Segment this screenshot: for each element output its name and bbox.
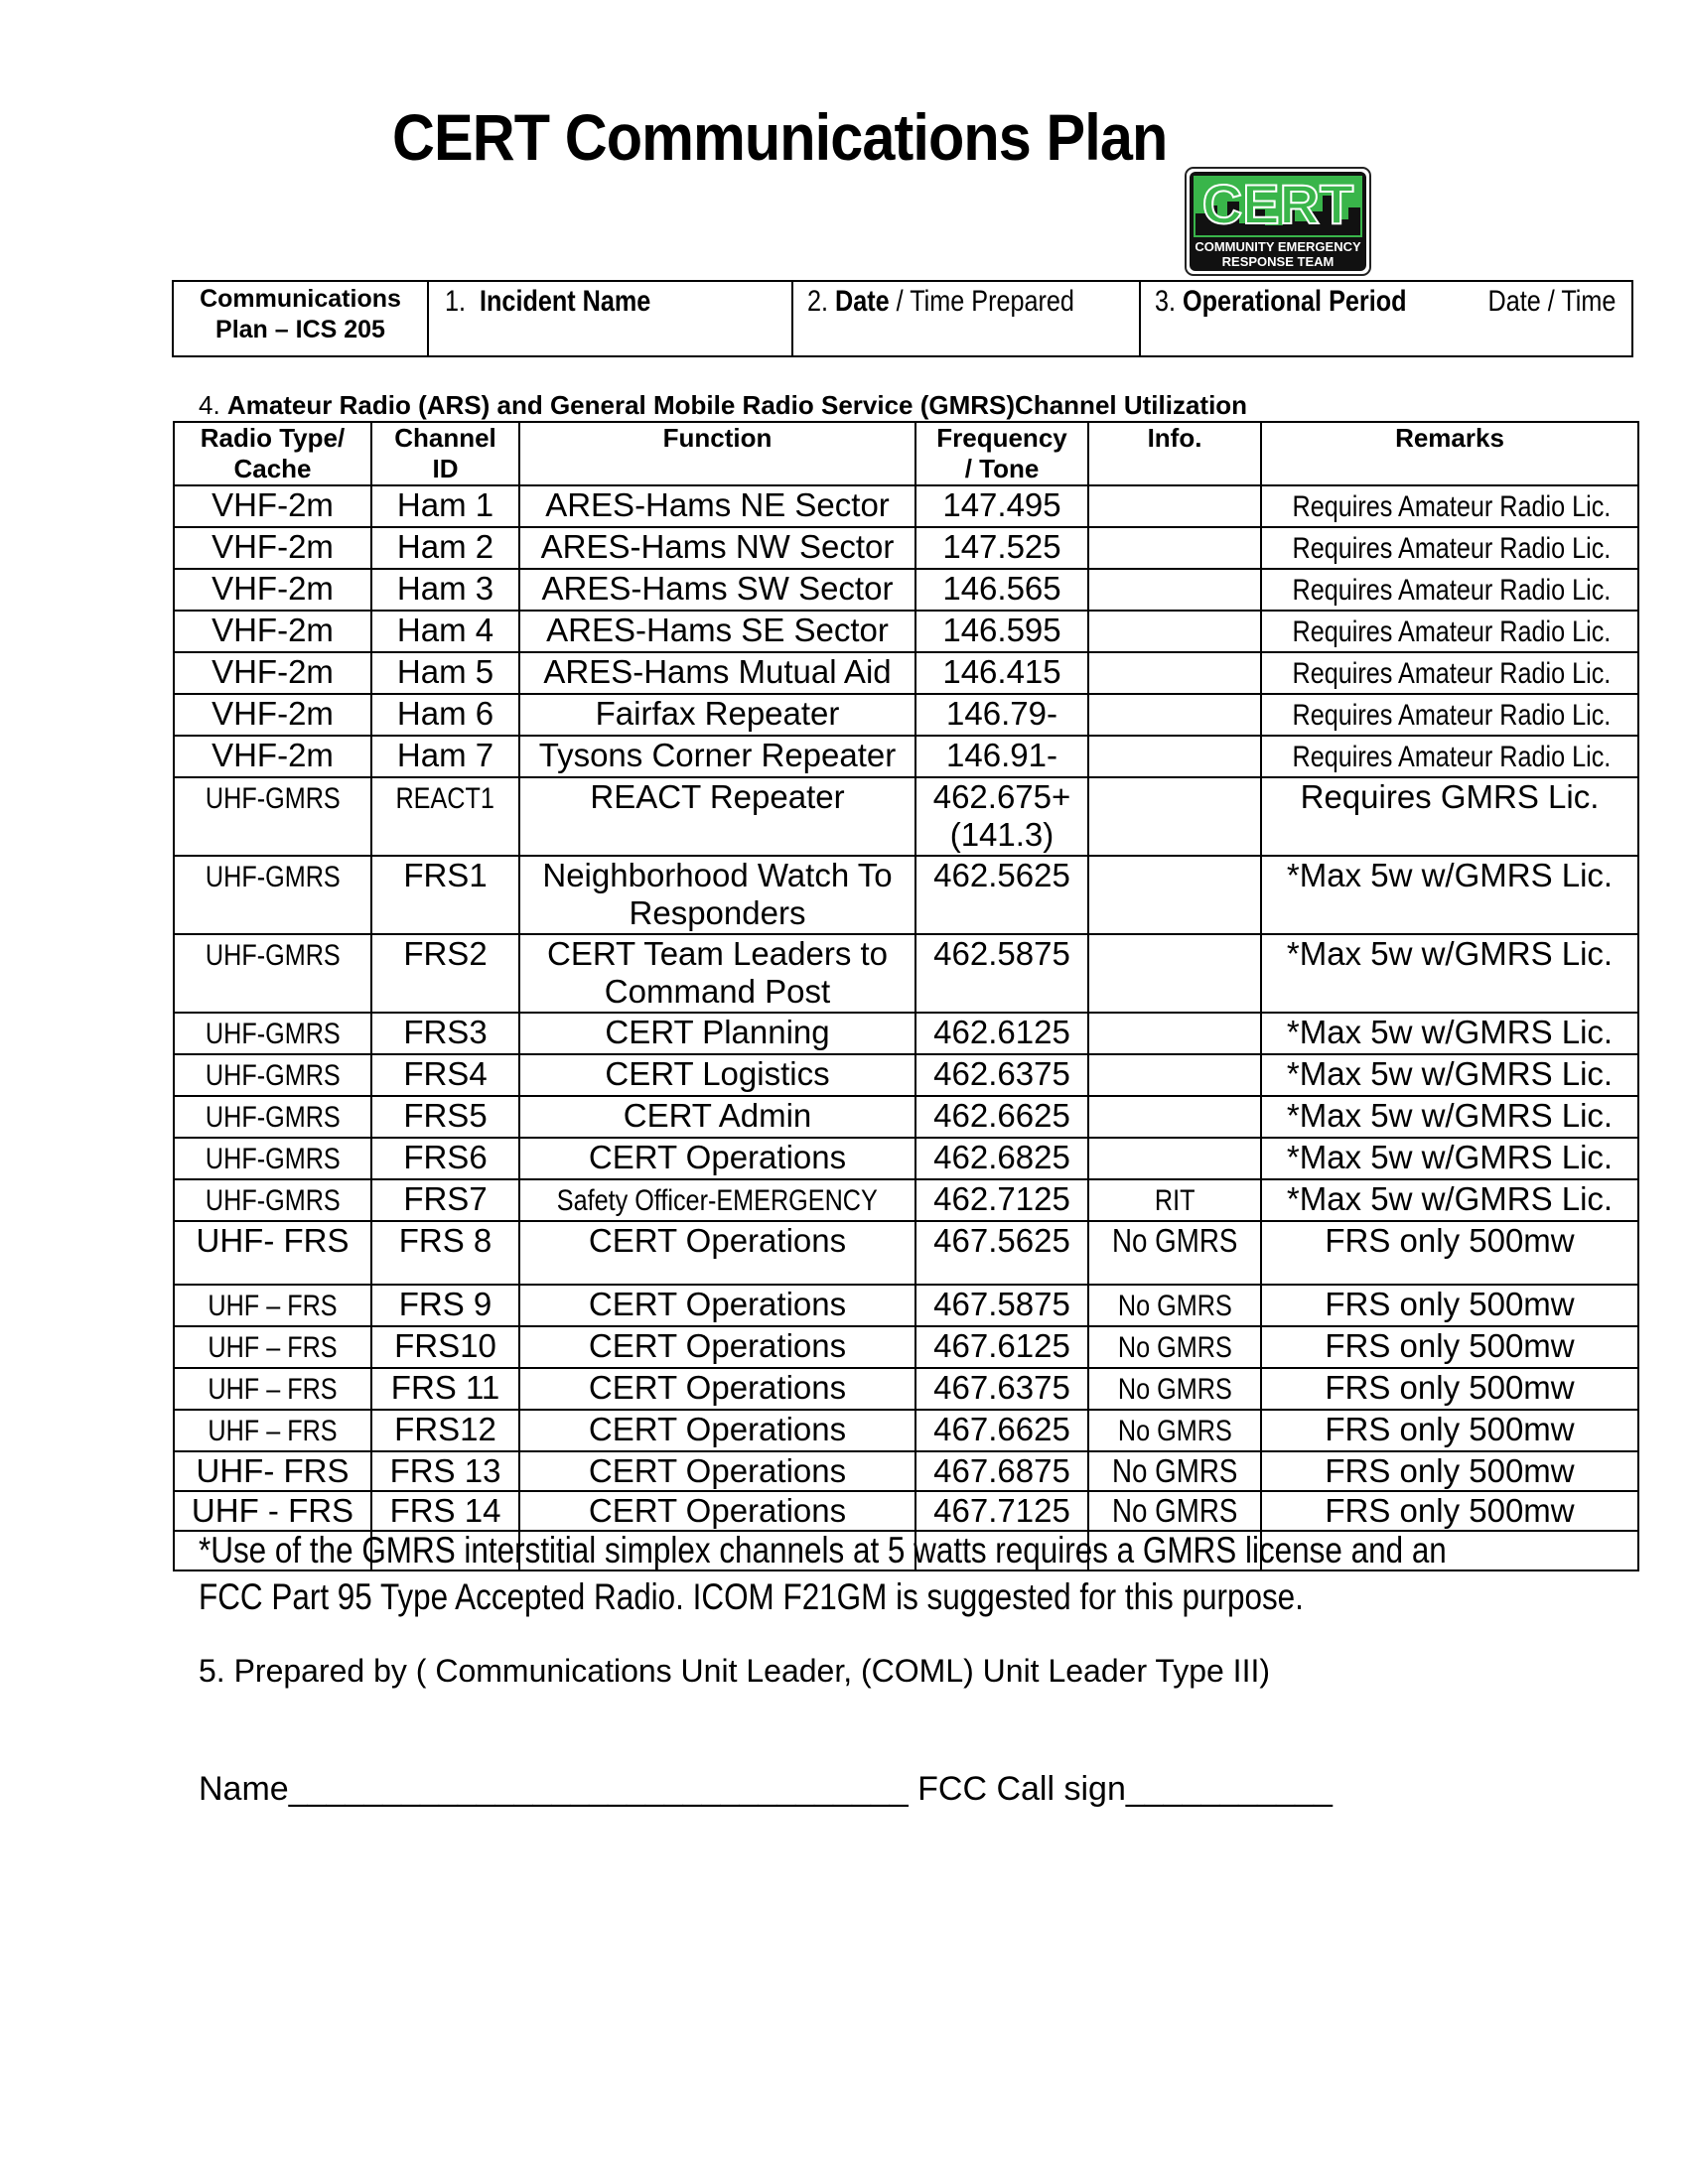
cell-radio-type: VHF-2m — [174, 652, 371, 694]
cell-function: CERT Operations — [519, 1221, 915, 1285]
cell-remarks: *Max 5w w/GMRS Lic. — [1261, 934, 1638, 1013]
cell-frequency: 467.6625 — [915, 1410, 1088, 1451]
cell-function: CERT Operations — [519, 1138, 915, 1179]
col-info: Info. — [1088, 422, 1261, 485]
cell-radio-type: VHF-2m — [174, 485, 371, 527]
cell-frequency: 467.5875 — [915, 1285, 1088, 1326]
cell-frequency: 462.6825 — [915, 1138, 1088, 1179]
cell-radio-type: UHF- FRS — [174, 1221, 371, 1285]
cell-channel-id: Ham 1 — [371, 485, 519, 527]
cell-radio-type: VHF-2m — [174, 611, 371, 652]
cell-channel-id: FRS3 — [371, 1013, 519, 1054]
cell-remarks: Requires Amateur Radio Lic. — [1261, 485, 1638, 527]
table-row — [174, 1285, 1638, 1326]
cell-channel-id: FRS 11 — [371, 1368, 519, 1410]
cell-frequency: 462.6375 — [915, 1054, 1088, 1096]
cell-function: Safety Officer-EMERGENCY — [519, 1179, 915, 1221]
cell-function: CERT Operations — [519, 1491, 915, 1531]
table-row — [174, 611, 1638, 652]
cell-frequency: 146.91- — [915, 736, 1088, 777]
cell-radio-type: UHF-GMRS — [174, 1096, 371, 1138]
cell-frequency: 462.5625 — [915, 856, 1088, 934]
table-row — [174, 856, 1638, 934]
cell-channel-id: FRS6 — [371, 1138, 519, 1179]
cell-channel-id: REACT1 — [371, 777, 519, 856]
cell-radio-type: UHF-GMRS — [174, 1054, 371, 1096]
ics-header — [172, 280, 1633, 357]
cell-function: ARES-Hams NE Sector — [519, 485, 915, 527]
table-row — [174, 934, 1638, 1013]
cell-radio-type: VHF-2m — [174, 527, 371, 569]
table-row — [174, 1451, 1638, 1491]
cell-remarks: FRS only 500mw — [1261, 1491, 1638, 1531]
section-4-heading: 4. Amateur Radio (ARS) and General Mobile Radio Service (GMRS)Channel Utilization — [199, 390, 1248, 420]
cell-info: No GMRS — [1088, 1451, 1261, 1491]
cell-frequency: 147.525 — [915, 527, 1088, 569]
gmrs-note: *Use of the GMRS interstitial simplex channels at 5 watts requires a GMRS license and an FCC Part 95 Type Accepted Radio. ICOM F21GM is suggested for this purpose. — [199, 1530, 1447, 1617]
cell-radio-type: UHF-GMRS — [174, 1179, 371, 1221]
cell-frequency: 467.6875 — [915, 1451, 1088, 1491]
cell-remarks: Requires Amateur Radio Lic. — [1261, 569, 1638, 611]
cell-frequency: 147.495 — [915, 485, 1088, 527]
cell-channel-id: Ham 2 — [371, 527, 519, 569]
cell-radio-type: UHF - FRS — [174, 1491, 371, 1531]
cell-radio-type: UHF-GMRS — [174, 1013, 371, 1054]
cell-channel-id: FRS7 — [371, 1179, 519, 1221]
cell-radio-type: UHF – FRS — [174, 1285, 371, 1326]
table-row — [174, 736, 1638, 777]
cell-radio-type: UHF-GMRS — [174, 1138, 371, 1179]
cell-remarks: *Max 5w w/GMRS Lic. — [1261, 1179, 1638, 1221]
table-row — [174, 1368, 1638, 1410]
cell-info — [1088, 736, 1261, 777]
cell-info — [1088, 1096, 1261, 1138]
col-frequency: Frequency / Tone — [915, 422, 1088, 485]
cell-frequency: 467.5625 — [915, 1221, 1088, 1285]
cell-frequency: 146.595 — [915, 611, 1088, 652]
date-prepared-field[interactable]: 2. Date / Time Prepared — [793, 282, 1141, 355]
table-row — [174, 1326, 1638, 1368]
cell-info — [1088, 611, 1261, 652]
table-row — [174, 527, 1638, 569]
table-row — [174, 1491, 1638, 1531]
cell-frequency: 462.675+ (141.3) — [915, 777, 1088, 856]
cell-channel-id: FRS12 — [371, 1410, 519, 1451]
cell-remarks: Requires GMRS Lic. — [1261, 777, 1638, 856]
cell-remarks: *Max 5w w/GMRS Lic. — [1261, 1013, 1638, 1054]
cell-channel-id: FRS 14 — [371, 1491, 519, 1531]
table-row — [174, 1410, 1638, 1451]
cell-radio-type: UHF – FRS — [174, 1326, 371, 1368]
cell-function: CERT Operations — [519, 1451, 915, 1491]
table-row — [174, 485, 1638, 527]
table-row — [174, 694, 1638, 736]
cell-radio-type: VHF-2m — [174, 569, 371, 611]
logo-text: CERT — [1201, 173, 1354, 235]
cell-function: REACT Repeater — [519, 777, 915, 856]
cell-frequency: 462.6125 — [915, 1013, 1088, 1054]
cell-channel-id: FRS2 — [371, 934, 519, 1013]
cell-remarks: *Max 5w w/GMRS Lic. — [1261, 1138, 1638, 1179]
cell-function: ARES-Hams SE Sector — [519, 611, 915, 652]
cell-info — [1088, 569, 1261, 611]
cell-function: Fairfax Repeater — [519, 694, 915, 736]
cell-function: CERT Admin — [519, 1096, 915, 1138]
cell-function: ARES-Hams NW Sector — [519, 527, 915, 569]
cell-info — [1088, 527, 1261, 569]
channel-utilization-table — [173, 421, 1639, 1571]
table-row — [174, 652, 1638, 694]
cell-remarks: FRS only 500mw — [1261, 1285, 1638, 1326]
incident-name-field[interactable]: 1. Incident Name — [429, 282, 793, 355]
table-row — [174, 1054, 1638, 1096]
cell-radio-type: UHF – FRS — [174, 1368, 371, 1410]
table-row — [174, 1221, 1638, 1285]
table-row — [174, 1013, 1638, 1054]
form-id: Communications Plan – ICS 205 — [174, 282, 429, 355]
cell-info: RIT — [1088, 1179, 1261, 1221]
cell-remarks: Requires Amateur Radio Lic. — [1261, 694, 1638, 736]
cell-info: No GMRS — [1088, 1221, 1261, 1285]
cell-info: No GMRS — [1088, 1491, 1261, 1531]
cell-channel-id: Ham 4 — [371, 611, 519, 652]
cell-info — [1088, 1138, 1261, 1179]
cell-remarks: *Max 5w w/GMRS Lic. — [1261, 1096, 1638, 1138]
logo-subtitle-1: COMMUNITY EMERGENCY — [1195, 239, 1361, 254]
cell-channel-id: Ham 3 — [371, 569, 519, 611]
cell-function: CERT Logistics — [519, 1054, 915, 1096]
cell-remarks: Requires Amateur Radio Lic. — [1261, 652, 1638, 694]
cell-remarks: FRS only 500mw — [1261, 1221, 1638, 1285]
col-function: Function — [519, 422, 915, 485]
cell-radio-type: UHF- FRS — [174, 1451, 371, 1491]
cell-info — [1088, 777, 1261, 856]
cell-radio-type: UHF-GMRS — [174, 777, 371, 856]
cell-function: CERT Operations — [519, 1368, 915, 1410]
cell-channel-id: FRS5 — [371, 1096, 519, 1138]
cell-channel-id: Ham 7 — [371, 736, 519, 777]
cell-radio-type: UHF-GMRS — [174, 934, 371, 1013]
table-row — [174, 1096, 1638, 1138]
cell-channel-id: FRS4 — [371, 1054, 519, 1096]
cell-channel-id: FRS10 — [371, 1326, 519, 1368]
cell-info — [1088, 934, 1261, 1013]
cell-info: No GMRS — [1088, 1285, 1261, 1326]
logo-subtitle-2: RESPONSE TEAM — [1221, 254, 1335, 269]
cell-radio-type: UHF – FRS — [174, 1410, 371, 1451]
col-radio-type: Radio Type/ Cache — [174, 422, 371, 485]
cell-frequency: 462.5875 — [915, 934, 1088, 1013]
cell-function: CERT Operations — [519, 1285, 915, 1326]
cell-channel-id: Ham 5 — [371, 652, 519, 694]
cell-info: No GMRS — [1088, 1368, 1261, 1410]
cell-function: Neighborhood Watch To Responders — [519, 856, 915, 934]
cell-frequency: 467.6125 — [915, 1326, 1088, 1368]
cell-frequency: 146.79- — [915, 694, 1088, 736]
cell-function: CERT Team Leaders to Command Post — [519, 934, 915, 1013]
cell-frequency: 462.7125 — [915, 1179, 1088, 1221]
cell-frequency: 467.6375 — [915, 1368, 1088, 1410]
cell-frequency: 467.7125 — [915, 1491, 1088, 1531]
cell-frequency: 146.415 — [915, 652, 1088, 694]
cell-function: CERT Planning — [519, 1013, 915, 1054]
cell-channel-id: FRS 8 — [371, 1221, 519, 1285]
cell-channel-id: Ham 6 — [371, 694, 519, 736]
cell-info — [1088, 694, 1261, 736]
col-remarks: Remarks — [1261, 422, 1638, 485]
table-row — [174, 569, 1638, 611]
cell-channel-id: FRS 13 — [371, 1451, 519, 1491]
cell-info — [1088, 856, 1261, 934]
prepared-by: 5. Prepared by ( Communications Unit Leader, (COML) Unit Leader Type III) — [199, 1653, 1270, 1689]
cell-remarks: Requires Amateur Radio Lic. — [1261, 611, 1638, 652]
cell-radio-type: UHF-GMRS — [174, 856, 371, 934]
cell-info — [1088, 1013, 1261, 1054]
table-header-row — [174, 422, 1638, 485]
cell-remarks: *Max 5w w/GMRS Lic. — [1261, 1054, 1638, 1096]
page-title: CERT Communications Plan — [392, 100, 1168, 174]
table-row — [174, 1138, 1638, 1179]
cell-function: ARES-Hams Mutual Aid — [519, 652, 915, 694]
cell-radio-type: VHF-2m — [174, 736, 371, 777]
col-channel-id: Channel ID — [371, 422, 519, 485]
cell-info — [1088, 485, 1261, 527]
cell-remarks: *Max 5w w/GMRS Lic. — [1261, 856, 1638, 934]
cell-remarks: FRS only 500mw — [1261, 1410, 1638, 1451]
cell-info: No GMRS — [1088, 1410, 1261, 1451]
table-row — [174, 777, 1638, 856]
cell-channel-id: FRS1 — [371, 856, 519, 934]
cell-remarks: FRS only 500mw — [1261, 1326, 1638, 1368]
cell-remarks: Requires Amateur Radio Lic. — [1261, 527, 1638, 569]
cert-logo — [1184, 166, 1372, 277]
cell-function: Tysons Corner Repeater — [519, 736, 915, 777]
cell-frequency: 146.565 — [915, 569, 1088, 611]
cell-function: ARES-Hams SW Sector — [519, 569, 915, 611]
cell-channel-id: FRS 9 — [371, 1285, 519, 1326]
signature-line[interactable]: Name_________________________________ FCC Call sign___________ — [199, 1770, 1333, 1808]
cell-radio-type: VHF-2m — [174, 694, 371, 736]
operational-period-field[interactable]: 3. Operational Period Date / Time — [1155, 285, 1616, 318]
cell-function: CERT Operations — [519, 1410, 915, 1451]
table-row — [174, 1179, 1638, 1221]
cell-info — [1088, 652, 1261, 694]
cell-remarks: FRS only 500mw — [1261, 1451, 1638, 1491]
cell-remarks: FRS only 500mw — [1261, 1368, 1638, 1410]
cell-info: No GMRS — [1088, 1326, 1261, 1368]
cell-function: CERT Operations — [519, 1326, 915, 1368]
cell-frequency: 462.6625 — [915, 1096, 1088, 1138]
cell-info — [1088, 1054, 1261, 1096]
cell-remarks: Requires Amateur Radio Lic. — [1261, 736, 1638, 777]
op-date-time: Date / Time — [1487, 285, 1616, 318]
